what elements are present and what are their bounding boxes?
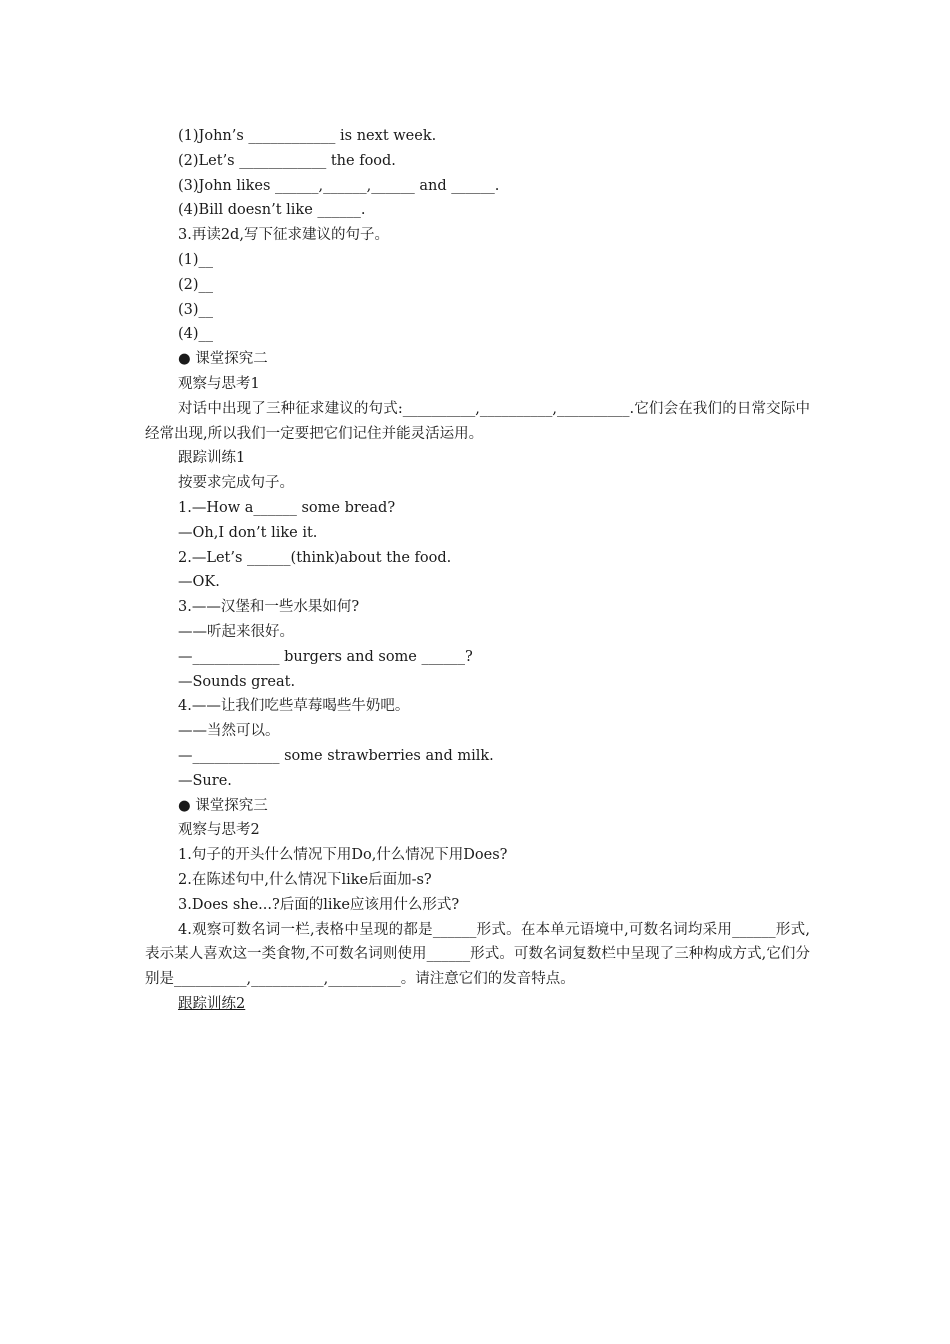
section-heading-3: ● 课堂探究三	[178, 797, 268, 814]
answer-line-2: (2)__	[178, 276, 214, 293]
practice-item-3-chinese-q: 3.——汉堡和一些水果如何?	[178, 599, 360, 616]
instruction-reread-2d: 3.再读2d,写下征求建议的句子。	[178, 227, 389, 244]
exercise-line-1: (1)John’s ____________ is next week.	[178, 128, 437, 144]
practice-item-2-question: 2.—Let’s ______(think)about the food.	[178, 549, 452, 566]
subheading-practice-1: 跟踪训练1	[178, 450, 246, 467]
practice-item-4-answer: —Sure.	[178, 772, 232, 789]
question-does-she-like: 3.Does she...?后面的like应该用什么形式?	[178, 896, 460, 913]
question-like-s: 2.在陈述句中,什么情况下like后面加-s?	[178, 871, 432, 888]
instruction-complete-sentences: 按要求完成句子。	[178, 475, 294, 492]
answer-line-1: (1)__	[178, 251, 214, 268]
paragraph-sentence-patterns: 对话中出现了三种征求建议的句式:__________,__________,__________.它们会在我们的日常交际中经常出现,所以我们一定要把它们记住并能灵活运用。	[145, 400, 810, 442]
subheading-observe-1: 观察与思考1	[178, 375, 260, 392]
practice-item-3-answer: —Sounds great.	[178, 673, 296, 690]
practice-item-4-chinese-q: 4.——让我们吃些草莓喝些牛奶吧。	[178, 698, 410, 715]
answer-line-3: (3)__	[178, 301, 214, 318]
section-heading-2: ● 课堂探究二	[178, 351, 268, 368]
practice-item-3-chinese-a: ——听起来很好。	[178, 623, 294, 640]
exercise-line-2: (2)Let’s ____________ the food.	[178, 152, 396, 169]
practice-item-2-answer: —OK.	[178, 574, 220, 591]
subheading-observe-2: 观察与思考2	[178, 822, 260, 839]
exercise-line-3: (3)John likes ______,______,______ and ______.	[178, 177, 500, 194]
practice-item-4-question: —____________ some strawberries and milk.	[178, 747, 494, 764]
answer-line-4: (4)__	[178, 326, 214, 343]
practice-item-4-chinese-a: ——当然可以。	[178, 723, 280, 740]
practice-item-1-question: 1.—How a______ some bread?	[178, 499, 396, 516]
subheading-practice-2: 跟踪训练2	[178, 995, 246, 1012]
exercise-line-4: (4)Bill doesn’t like ______.	[178, 202, 366, 219]
practice-item-3-question: —____________ burgers and some ______?	[178, 648, 473, 665]
document-content	[145, 124, 810, 1017]
paragraph-countable-nouns: 4.观察可数名词一栏,表格中呈现的都是______形式。在本单元语境中,可数名词均采用______形式,表示某人喜欢这一类食物,不可数名词则使用______形式。可数名词复数栏中呈现了三种构成方式,它们分别是__________,__________,__________。请注意它们的发音特点。	[145, 921, 810, 988]
practice-item-1-answer: —Oh,I don’t like it.	[178, 524, 318, 541]
question-do-does: 1.句子的开头什么情况下用Do,什么情况下用Does?	[178, 847, 508, 864]
